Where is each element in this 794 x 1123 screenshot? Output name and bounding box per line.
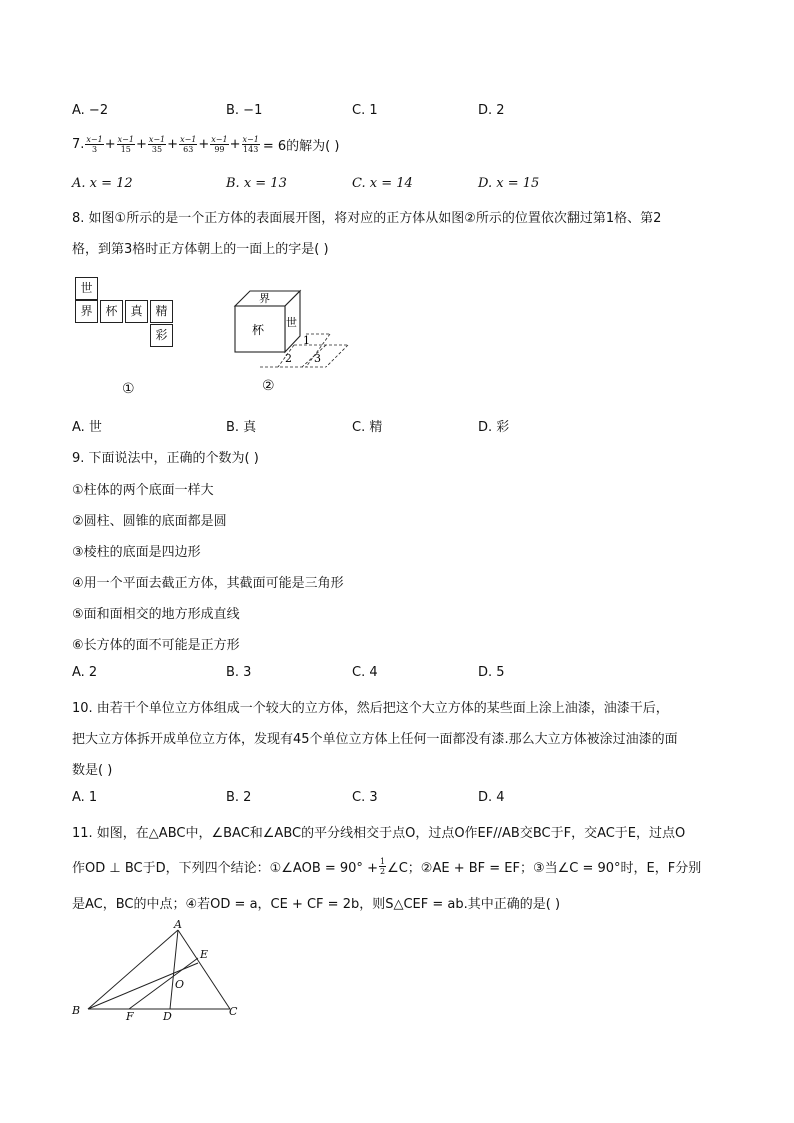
net-cell-zhen: 真 — [125, 300, 148, 323]
net-cell-shi: 世 — [75, 277, 98, 300]
q8-stem-line-2: 格，到第3格时正方体朝上的一面上的字是( ) — [72, 242, 329, 257]
q9-statement-2: ②圆柱、圆锥的底面都是圆 — [72, 514, 227, 529]
q11-fraction-half: $\frac{1}{2}$ — [379, 857, 386, 876]
q11-stem-line-2 — [72, 857, 701, 876]
q9-option-b: B. 3 — [226, 665, 252, 680]
q7-option-a: A. x = 12 — [72, 176, 133, 191]
cube-front-face: 杯 — [252, 323, 265, 337]
q10-option-c: C. 3 — [352, 790, 378, 805]
q7-fraction-4: $\frac{x-1}{63}$ — [180, 135, 197, 154]
plus-sign: + — [198, 137, 210, 152]
q11-stem-line-3: 是AC，BC的中点；④若OD = a，CE + CF = 2b，则S△CEF = ab.其中正确的是( ) — [72, 897, 561, 912]
label-d: D — [163, 1010, 172, 1023]
grid-label-2: 2 — [285, 352, 292, 365]
q9-option-a: A. 2 — [72, 665, 98, 680]
q8-option-a: A. 世 — [72, 420, 102, 435]
q10-option-d: D. 4 — [478, 790, 505, 805]
q10-stem-line-3: 数是( ) — [72, 763, 113, 778]
plus-sign: + — [104, 137, 116, 152]
cube-net-figure — [75, 277, 175, 352]
label-c: C — [229, 1005, 238, 1018]
q9-statement-5: ⑤面和面相交的地方形成直线 — [72, 607, 240, 622]
q9-option-c: C. 4 — [352, 665, 378, 680]
plus-sign: + — [167, 137, 179, 152]
q8-option-b: B. 真 — [226, 420, 257, 435]
q10-stem-line-2: 把大立方体拆开成单位立方体，发现有45个单位立方体上任何一面都没有漆.那么大立方体被涂过油漆的面 — [72, 732, 678, 747]
q8-option-c: C. 精 — [352, 420, 383, 435]
q10-stem-line-1: 10. 由若干个单位立方体组成一个较大的立方体，然后把这个大立方体的某些面上涂上油漆，油漆干后， — [72, 701, 669, 716]
q9-option-d: D. 5 — [478, 665, 505, 680]
q9-statement-3: ③棱柱的底面是四边形 — [72, 545, 201, 560]
q7-number: 7. — [72, 137, 85, 152]
triangle-figure — [66, 918, 256, 1023]
q11-line-2-part-b: ∠C；②AE + BF = EF；③当∠C = 90°时，E，F分别 — [387, 861, 702, 876]
q11-stem-line-1: 11. 如图，在△ABC中，∠BAC和∠ABC的平分线相交于点O，过点O作EF//AB交BC于F，交AC于E，过点O — [72, 826, 686, 841]
q11-line-2-part-a: 作OD ⊥ BC于D，下列四个结论：①∠AOB = 90° + — [72, 861, 378, 876]
grid-label-1: 1 — [303, 334, 310, 347]
q7-option-b: B. x = 13 — [226, 176, 287, 191]
q9-statement-1: ①柱体的两个底面一样大 — [72, 483, 214, 498]
q6-option-d: D. 2 — [478, 103, 505, 118]
q7-tail: = 6的解为( ) — [262, 139, 340, 154]
q7-equation — [72, 135, 339, 154]
q8-stem-line-1: 8. 如图①所示的是一个正方体的表面展开图，将对应的正方体从如图②所示的位置依次翻过第1格、第2 — [72, 211, 662, 226]
cube-side-face: 世 — [286, 316, 297, 329]
q9-statement-6: ⑥长方体的面不可能是正方形 — [72, 638, 240, 653]
grid-label-3: 3 — [314, 352, 321, 365]
triangle-lines — [88, 930, 230, 1009]
q7-fraction-2: $\frac{x-1}{15}$ — [117, 135, 134, 154]
q7-fraction-1: $\frac{x-1}{3}$ — [86, 135, 103, 154]
q7-option-c: C. x = 14 — [352, 176, 413, 191]
label-f: F — [126, 1010, 134, 1023]
q7-fraction-6: $\frac{x-1}{143}$ — [242, 135, 259, 154]
cube-top-face: 界 — [259, 292, 270, 305]
q7-fraction-3: $\frac{x-1}{35}$ — [148, 135, 166, 154]
net-cell-cai: 彩 — [150, 324, 173, 347]
q10-option-a: A. 1 — [72, 790, 98, 805]
q7-fraction-5: $\frac{x-1}{99}$ — [211, 135, 228, 154]
q7-option-d: D. x = 15 — [478, 176, 540, 191]
q6-option-c: C. 1 — [352, 103, 378, 118]
q9-statement-4: ④用一个平面去截正方体，其截面可能是三角形 — [72, 576, 344, 591]
q6-option-b: B. −1 — [226, 103, 263, 118]
label-a: A — [174, 918, 182, 931]
q10-option-b: B. 2 — [226, 790, 252, 805]
plus-sign: + — [229, 137, 241, 152]
label-e: E — [200, 948, 209, 961]
q9-stem: 9. 下面说法中，正确的个数为( ) — [72, 451, 259, 466]
net-cell-bei: 杯 — [100, 300, 123, 323]
plus-sign: + — [135, 137, 147, 152]
net-cell-jing: 精 — [150, 300, 173, 323]
figure-1-label: ① — [122, 381, 135, 397]
q6-option-a: A. −2 — [72, 103, 109, 118]
net-cell-jie: 界 — [75, 300, 98, 323]
cube-grid-figure — [230, 286, 360, 376]
q8-option-d: D. 彩 — [478, 420, 510, 435]
label-b: B — [72, 1004, 81, 1017]
figure-2-label: ② — [262, 378, 275, 394]
label-o: O — [175, 978, 185, 991]
